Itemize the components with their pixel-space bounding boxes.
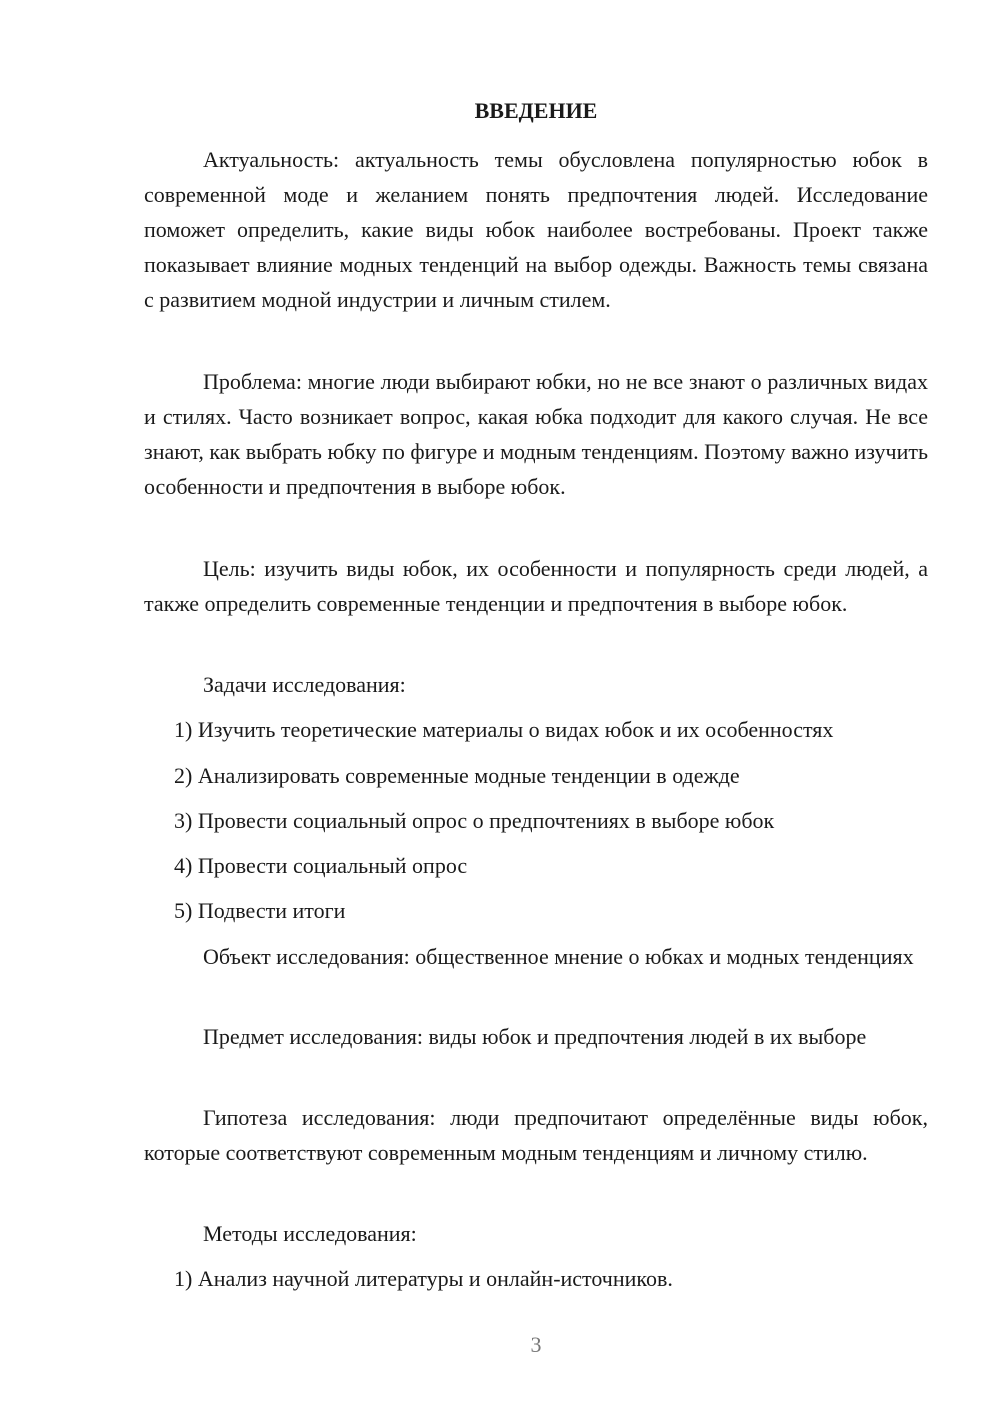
task-item: 5) Подвести итоги [174,898,346,923]
task-item: 4) Провести социальный опрос [174,853,468,878]
page-number: 3 [530,1332,542,1357]
section-heading: ВВЕДЕНИЕ [474,98,598,123]
relevance-paragraph: Актуальность: актуальность темы обусловлена популярностью юбок в современной моде и желанием понять предпочтения людей. Исследование поможет определить, какие виды юбок наиболее востребованы. Проект также показывает влияние модных тенденций на выбор одежды. Важность темы связана с развитием модной индустрии и личным стилем. [144,147,928,312]
goal-paragraph: Цель: изучить виды юбок, их особенности и популярность среди людей, а также определить современные тенденции и предпочтения в выборе юбок. [144,556,928,616]
task-item: 2) Анализировать современные модные тенденции в одежде [174,763,740,788]
tasks-title: Задачи исследования: [203,672,406,697]
document-page [144,0,928,1414]
task-item: 1) Изучить теоретические материалы о видах юбок и их особенностях [174,717,834,742]
task-item: 3) Провести социальный опрос о предпочтениях в выборе юбок [174,808,775,833]
object-paragraph: Объект исследования: общественное мнение о юбках и модных тенденциях [203,944,914,969]
method-item: 1) Анализ научной литературы и онлайн-источников. [174,1266,673,1291]
problem-paragraph: Проблема: многие люди выбирают юбки, но не все знают о различных видах и стилях. Часто возникает вопрос, какая юбка подходит для какого случая. Не все знают, как выбрать юбку по фигуре и модным тенденциям. Поэтому важно изучить особенности и предпочтения в выборе юбок. [144,369,928,499]
hypothesis-paragraph: Гипотеза исследования: люди предпочитают определённые виды юбок, которые соответствуют современным модным тенденциям и личному стилю. [144,1105,928,1165]
methods-title: Методы исследования: [203,1221,417,1246]
subject-paragraph: Предмет исследования: виды юбок и предпочтения людей в их выборе [203,1024,867,1049]
